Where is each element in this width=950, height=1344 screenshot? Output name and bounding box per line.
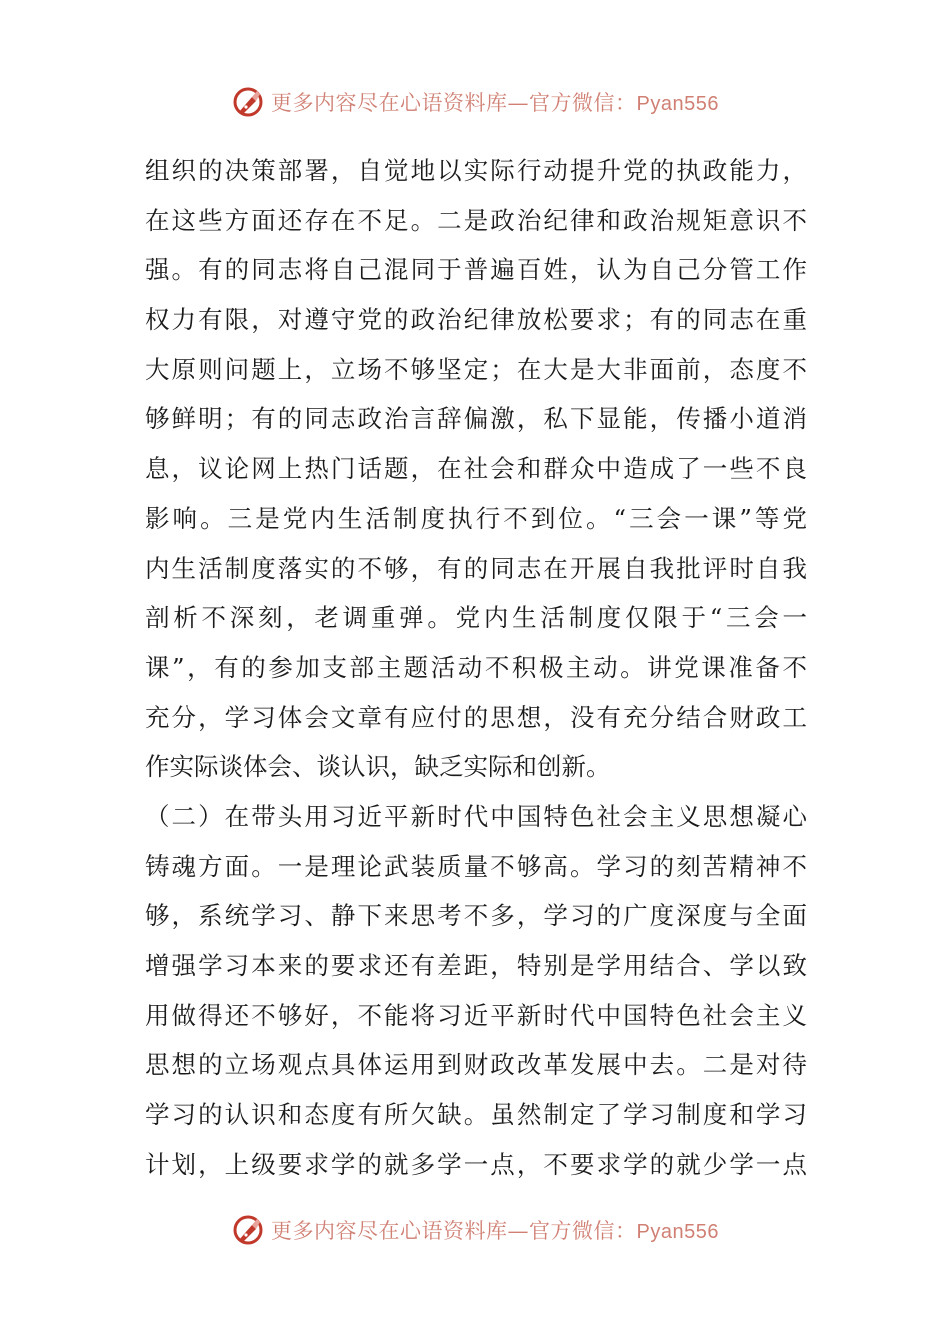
- text-line: 权力有限，对遵守党的政治纪律放松要求；有的同志在重: [145, 305, 807, 335]
- pen-nib-logo-icon: [231, 1213, 265, 1247]
- text-line: 够鲜明；有的同志政治言辞偏激，私下显能，传播小道消: [145, 404, 807, 434]
- footer-banner-text: 更多内容尽在心语资料库—官方微信：Pyan556: [271, 1219, 719, 1243]
- text-line: 够，系统学习、静下来思考不多，学习的广度深度与全面: [145, 901, 807, 931]
- text-line: 在这些方面还存在不足。二是政治纪律和政治规矩意识不: [145, 205, 807, 235]
- text-line: 内生活制度落实的不够，有的同志在开展自我批评时自我: [145, 553, 807, 583]
- text-line: 学习的认识和态度有所欠缺。虽然制定了学习制度和学习: [145, 1100, 807, 1130]
- text-line: 课”，有的参加支部主题活动不积极主动。讲党课准备不: [145, 652, 807, 682]
- text-line: 计划，上级要求学的就多学一点，不要求学的就少学一点: [145, 1149, 807, 1179]
- footer-banner-handle: Pyan556: [636, 1221, 719, 1243]
- text-line: 用做得还不够好，不能将习近平新时代中国特色社会主义: [145, 1000, 807, 1030]
- document-body: [145, 146, 807, 1189]
- header-banner: [0, 82, 950, 122]
- footer-banner: [0, 1210, 950, 1250]
- text-line: 思想的立场观点具体运用到财政改革发展中去。二是对待: [145, 1050, 807, 1080]
- text-line: 息，议论网上热门话题，在社会和群众中造成了一些不良: [145, 454, 807, 484]
- header-banner-text: 更多内容尽在心语资料库—官方微信：Pyan556: [271, 91, 719, 115]
- header-banner-handle: Pyan556: [636, 93, 719, 115]
- text-line: 组织的决策部署，自觉地以实际行动提升党的执政能力，: [145, 156, 807, 185]
- text-line: 充分，学习体会文章有应付的思想，没有充分结合财政工: [145, 702, 807, 732]
- text-line: 剖析不深刻，老调重弹。党内生活制度仅限于“三会一: [145, 603, 807, 633]
- text-line: 强。有的同志将自己混同于普遍百姓，认为自己分管工作: [145, 255, 807, 285]
- text-line: 作实际谈体会、谈认识，缺乏实际和创新。: [145, 752, 611, 782]
- text-line: 大原则问题上，立场不够坚定；在大是大非面前，态度不: [145, 354, 807, 384]
- text-line: 影响。三是党内生活制度执行不到位。“三会一课”等党: [145, 503, 807, 533]
- text-line: 铸魂方面。一是理论武装质量不够高。学习的刻苦精神不: [145, 851, 807, 881]
- text-line: （二）在带头用习近平新时代中国特色社会主义思想凝心: [145, 801, 807, 831]
- text-line: 增强学习本来的要求还有差距，特别是学用结合、学以致: [145, 951, 807, 980]
- pen-nib-logo-icon: [231, 85, 265, 119]
